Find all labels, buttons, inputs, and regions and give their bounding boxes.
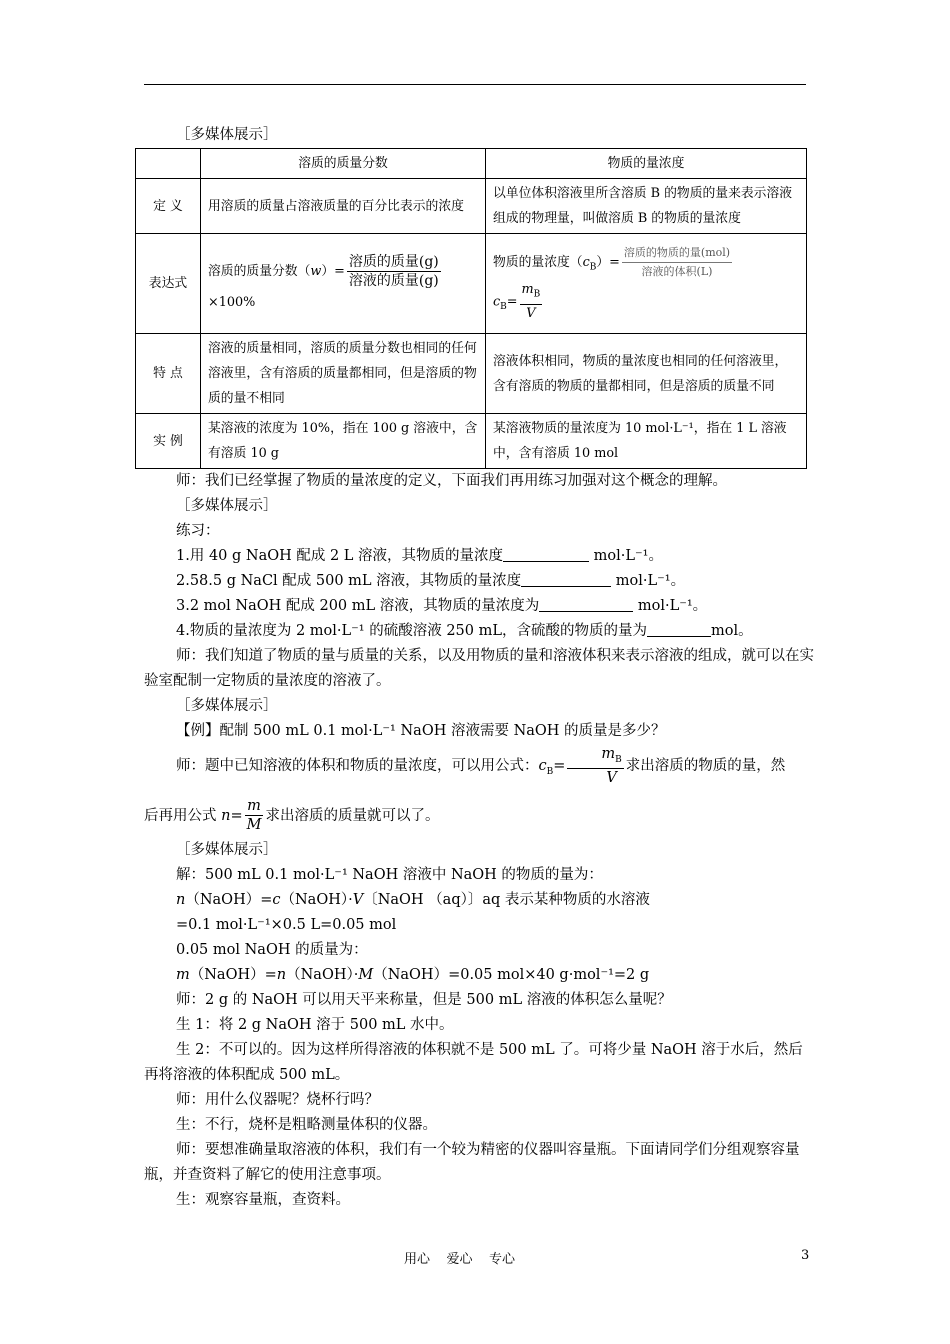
formula-var: c: [493, 294, 501, 310]
dialogue-line: 师：要想准确量取溶液的体积，我们有一个较为精密的仪器叫容量瓶。下面请同学们分组观察容量瓶，并查资料了解它的使用注意事项。: [144, 1141, 800, 1183]
answer-blank: [521, 572, 611, 587]
paragraph: 师：我们已经掌握了物质的量浓度的定义，下面我们再用练习加强对这个概念的理解。: [176, 473, 727, 489]
fraction: [622, 244, 732, 281]
page-body: [144, 122, 816, 1213]
media-label: ［多媒体展示］: [176, 698, 278, 714]
formula-eq: ）=: [596, 255, 620, 271]
solution-text: （NaOH）=: [185, 891, 273, 908]
dialogue-line: 生 1：将 2 g NaOH 溶于 500 mL 水中。: [176, 1016, 454, 1033]
row-heading: 特 点: [136, 334, 201, 414]
question-text: 3.2 mol NaOH 配成 200 mL 溶液，其物质的量浓度为: [176, 598, 540, 614]
formula-var: m: [176, 966, 190, 983]
fraction-denominator: [567, 769, 623, 787]
page-number: 3: [801, 1248, 810, 1263]
paragraph: 师：我们知道了物质的量与质量的关系，以及用物质的量和溶液体积来表示溶液的组成，就可以在实验室配制一定物质的量浓度的溶液了。: [144, 648, 814, 689]
fraction: [567, 745, 623, 788]
table-cell: 某溶液的浓度为 10%，指在 100 g 溶液中，含有溶质 10 g: [201, 414, 486, 469]
row-heading: 表达式: [136, 234, 201, 334]
solution-line: 解：500 mL 0.1 mol·L⁻¹ NaOH 溶液中 NaOH 的物质的量为：: [176, 866, 603, 883]
formula-var: w: [310, 263, 322, 279]
dialogue-line: 生：不行，烧杯是粗略测量体积的仪器。: [176, 1116, 437, 1133]
solution-text: （NaOH）=: [189, 966, 277, 983]
paragraph-text: 师：题中已知溶液的体积和物质的量浓度，可以用公式：: [176, 758, 539, 774]
practice-question: [144, 569, 816, 594]
paragraph-text: 求出溶质的物质的量，然: [625, 758, 786, 774]
example-question: 【例】配制 500 mL 0.1 mol·L⁻¹ NaOH 溶液需要 NaOH 的质量是多少？: [176, 723, 666, 739]
formula-tail: ×100%: [208, 294, 256, 310]
question-unit: mol。: [710, 623, 753, 639]
fraction: [347, 253, 441, 290]
formula-var: c: [582, 255, 590, 271]
solution-text: （NaOH）·: [280, 891, 353, 908]
fraction-numerator: 溶质的物质的量(mol): [622, 244, 732, 263]
paragraph: [144, 744, 816, 794]
fraction: [520, 281, 543, 323]
media-label: ［多媒体展示］: [176, 841, 278, 858]
formula-prefix: 溶质的质量分数（: [208, 263, 311, 279]
question-unit: mol·L⁻¹。: [589, 548, 663, 564]
dialogue-line: 师：用什么仪器呢？烧杯行吗？: [176, 1091, 379, 1108]
table-row: [136, 334, 807, 414]
paragraph-text: 求出溶质的质量就可以了。: [265, 807, 440, 824]
formula-eq: ）=: [321, 263, 345, 279]
formula-var: V: [606, 770, 617, 787]
fraction-denominator: 溶液的体积(L): [641, 265, 713, 279]
paragraph-text: 后再用公式: [144, 807, 222, 824]
row-heading: 实 例: [136, 414, 201, 469]
practice-question: [144, 594, 816, 619]
fraction-denominator: [245, 816, 264, 834]
table-corner-cell: [136, 149, 201, 179]
fraction-numerator: [567, 745, 623, 770]
table-header-cell: 溶质的质量分数: [201, 149, 486, 179]
formula-var: n: [276, 966, 287, 983]
formula-sub: B: [589, 262, 597, 273]
fraction-numerator: [520, 281, 543, 305]
table-header-cell: 物质的量浓度: [486, 149, 807, 179]
formula-var: M: [246, 817, 262, 834]
solution-text: （NaOH）=0.05 mol×40 g·mol⁻¹=2 g: [373, 966, 650, 983]
dialogue-line: 生 2：不可以的。因为这样所得溶液的体积就不是 500 mL 了。可将少量 NaOH 溶于水后，然后再将溶液的体积配成 500 mL。: [144, 1041, 803, 1083]
table-cell: 溶液体积相同，物质的量浓度也相同的任何溶液里，含有溶质的物质的量都相同，但是溶质的质量不同: [486, 334, 807, 414]
table-row: [136, 414, 807, 469]
formula-cell: [486, 234, 807, 334]
solution-text: 〔NaOH （aq）〕aq 表示某种物质的水溶液: [363, 891, 650, 908]
practice-question: [144, 619, 816, 644]
fraction-numerator: 溶质的质量(g): [348, 253, 439, 270]
formula-eq: =: [230, 807, 243, 824]
table-cell: 用溶质的质量占溶液质量的百分比表示的浓度: [201, 179, 486, 234]
comparison-table: [135, 148, 807, 469]
dialogue-line: 生：观察容量瓶，查资料。: [176, 1191, 350, 1208]
formula-eq: =: [506, 294, 518, 310]
formula-prefix: 物质的量浓度（: [493, 255, 583, 271]
formula-var: c: [272, 891, 281, 908]
formula-eq: =: [553, 758, 566, 774]
formula-var: n: [176, 891, 186, 908]
fraction-denominator: [520, 305, 543, 323]
formula-var: m: [247, 798, 261, 815]
question-text: 1.用 40 g NaOH 配成 2 L 溶液，其物质的量浓度: [176, 548, 504, 564]
formula-var: c: [538, 758, 547, 774]
formula-sub: B: [546, 766, 554, 777]
fraction-numerator: [245, 797, 264, 816]
table-cell: 溶液的质量相同，溶质的质量分数也相同的任何溶液里，含有溶质的质量都相同，但是溶质的物质的量不相同: [201, 334, 486, 414]
footer-motto: 用心 爱心 专心: [404, 1252, 516, 1267]
dialogue-line: 师：2 g 的 NaOH 可以用天平来称量，但是 500 mL 溶液的体积怎么量呢？: [176, 991, 672, 1008]
media-label: ［多媒体展示］: [176, 127, 278, 143]
formula-var: m: [601, 745, 616, 762]
formula-var: n: [221, 807, 231, 824]
solution-line: [144, 963, 816, 988]
fraction-denominator: 溶液的质量(g): [348, 272, 439, 289]
table-cell: 以单位体积溶液里所含溶质 B 的物质的量来表示溶液组成的物理量，叫做溶质 B 的物质的量浓度: [486, 179, 807, 234]
header-rule: [144, 84, 806, 85]
table-header-row: [136, 149, 807, 179]
answer-blank: [647, 622, 711, 637]
formula-cell: [201, 234, 486, 334]
formula-var: M: [358, 966, 374, 983]
table-cell: 某溶液物质的量浓度为 10 mol·L⁻¹，指在 1 L 溶液中，含有溶质 10 mol: [486, 414, 807, 469]
row-heading: 定 义: [136, 179, 201, 234]
formula-sub: B: [533, 289, 541, 300]
formula-var: V: [352, 891, 364, 908]
table-row: [136, 179, 807, 234]
question-text: 4.物质的量浓度为 2 mol·L⁻¹ 的硫酸溶液 250 mL，含硫酸的物质的量为: [176, 623, 647, 639]
formula-var: m: [521, 282, 534, 298]
formula-sub: B: [615, 754, 622, 765]
solution-line: 0.05 mol NaOH 的质量为：: [176, 941, 368, 958]
question-unit: mol·L⁻¹。: [633, 598, 708, 614]
solution-text: （NaOH）·: [286, 966, 359, 983]
formula-sub: B: [500, 302, 507, 313]
table-row: [136, 234, 807, 334]
media-label: ［多媒体展示］: [176, 498, 278, 514]
question-text: 2.58.5 g NaCl 配成 500 mL 溶液，其物质的量浓度: [176, 573, 522, 589]
paragraph: [144, 794, 816, 838]
fraction: [245, 797, 264, 834]
formula-var: V: [526, 305, 536, 321]
answer-blank: [539, 597, 633, 612]
practice-question: [144, 544, 816, 569]
question-unit: mol·L⁻¹。: [611, 573, 686, 589]
solution-line: =0.1 mol·L⁻¹×0.5 L=0.05 mol: [176, 916, 397, 933]
solution-line: [144, 888, 816, 913]
answer-blank: [503, 547, 589, 562]
practice-heading: 练习：: [176, 523, 220, 539]
